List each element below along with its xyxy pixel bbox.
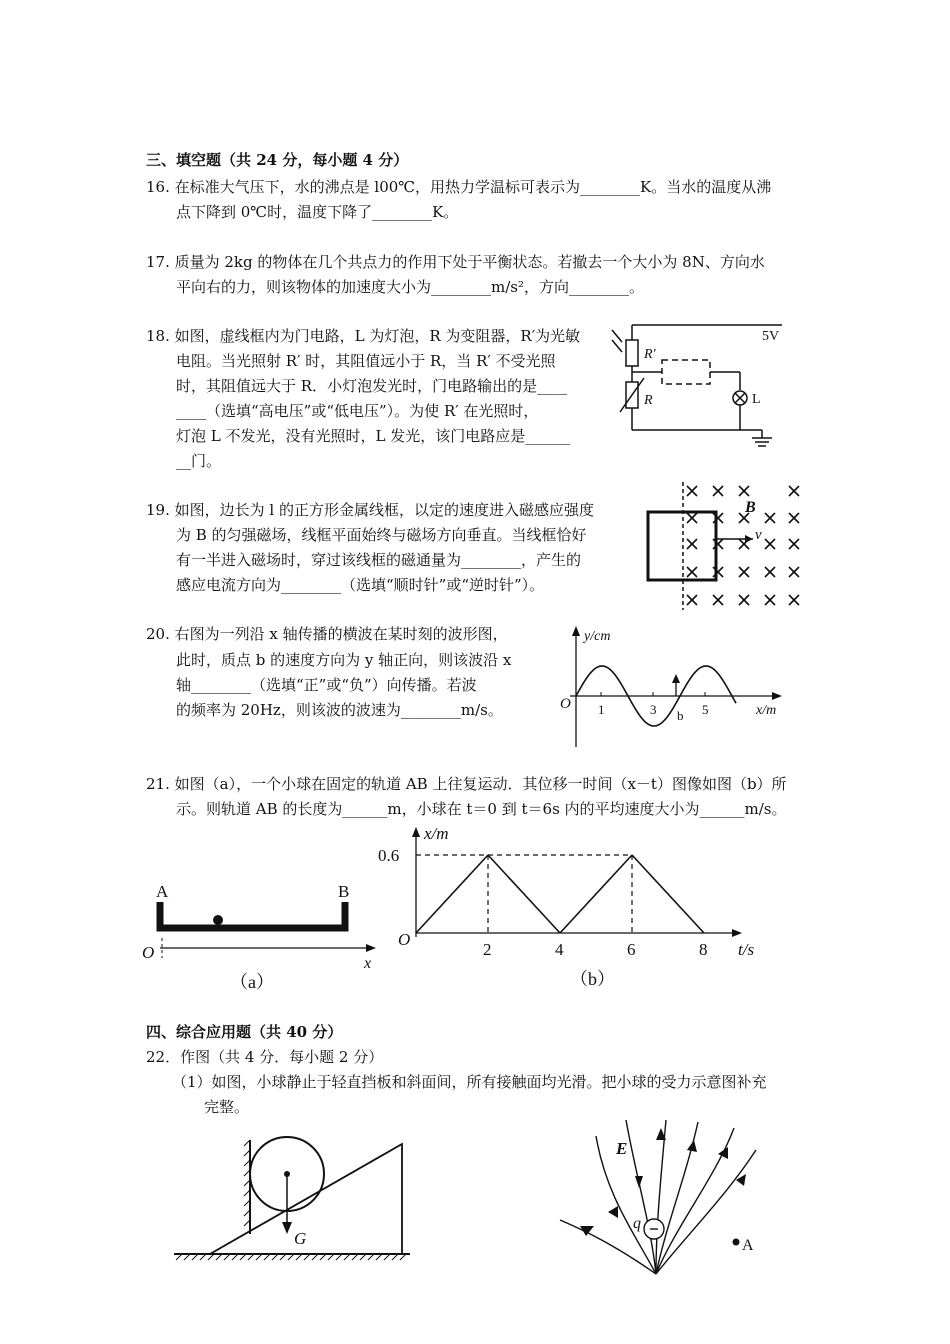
field-cross (789, 486, 799, 496)
fig20-wave-graph (556, 622, 796, 752)
fig19-b-label: B (745, 499, 756, 516)
q18-line5: 灯泡 L 不发光，没有光照时，L 发光，该门电路应是______ (176, 427, 571, 445)
field-cross (789, 567, 799, 577)
fig18-5v-label: 5V (762, 329, 780, 344)
field-cross (713, 595, 723, 605)
q19-line4: 感应电流方向为________（选填“顺时针”或“逆时针”）。 (176, 576, 545, 594)
fig21b-xt-graph (378, 825, 758, 995)
field-cross (765, 513, 775, 523)
fig18-lamp-label: L (752, 392, 761, 407)
q18-line4: ____（选填“高电压”或“低电压”）。为使 R′ 在光照时， (176, 402, 539, 420)
fig21b-xlabel: t/s (738, 940, 755, 959)
fig21b-tick-label: 6 (627, 940, 636, 959)
q21-line2: 示。则轨道 AB 的长度为______m，小球在 t＝0 到 t＝6s 内的平均速度大小为______m/s。 (176, 800, 787, 818)
fig21b-tick-label: 8 (699, 940, 708, 959)
fig21a-caption: （a） (230, 972, 274, 992)
q16-line2: 点下降到 0℃时，温度下降了________K。 (176, 203, 459, 221)
q21-line1: 21. 如图（a），一个小球在固定的轨道 AB 上往复运动．其位移一时间（x－t）图像如图（b）所 (146, 775, 787, 793)
q19-line1: 19. 如图，边长为 l 的正方形金属线框，以定的速度进入磁感应强度 (146, 501, 594, 519)
fig20-ylabel: y/cm (584, 629, 611, 644)
q18-line6: __门。 (176, 452, 222, 470)
fig18-rprime-label: R′ (644, 347, 656, 362)
xt-segment (632, 855, 704, 933)
fig20-tick-3: 3 (650, 702, 657, 717)
fig22a-g-label: G (294, 1229, 307, 1248)
fig22a-ball-incline (170, 1130, 430, 1270)
field-cross (789, 539, 799, 549)
fig18-circuit (612, 320, 802, 450)
q18-line1: 18. 如图，虚线框内为门电路，L 为灯泡，R 为变阻器，R′为光敏 (146, 327, 581, 345)
xt-segment (416, 855, 488, 933)
fig19-magnetic-field (645, 482, 805, 612)
fig22b-a-label: A (742, 1237, 754, 1254)
fig19-v-label: v (755, 527, 762, 543)
field-cross (789, 513, 799, 523)
field-cross (739, 595, 749, 605)
field-cross (687, 595, 697, 605)
fig21b-ymax: 0.6 (378, 846, 400, 865)
q16-line1: 16. 在标准大气压下，水的沸点是 l00℃，用热力学温标可表示为________K。当水的温度从沸 (146, 178, 772, 196)
fig20-origin: O (560, 696, 571, 712)
fig21b-ylabel: x/m (424, 824, 449, 843)
fig21a-x-label: x (364, 955, 372, 972)
field-cross (789, 595, 799, 605)
field-cross (687, 539, 697, 549)
q22-1-line1: （1）如图，小球静止于轻直挡板和斜面间，所有接触面均光滑。把小球的受力示意图补充 (172, 1073, 767, 1091)
fig22b-e-label: E (616, 1139, 628, 1158)
field-cross (765, 567, 775, 577)
section3-title: 三、填空题（共 24 分，每小题 4 分） (146, 151, 409, 169)
fig21b-tick-label: 2 (483, 940, 492, 959)
q20-line3: 轴________（选填“正”或“负”）向传播。若波 (176, 676, 477, 694)
fig20-xlabel: x/m (756, 703, 777, 718)
q20-line4: 的频率为 20Hz，则该波的波速为________m/s。 (176, 701, 503, 719)
fig21a-label-b: B (338, 882, 350, 901)
field-cross (687, 513, 697, 523)
fig21b-tick-label: 4 (555, 940, 564, 959)
field-cross (765, 539, 775, 549)
field-cross (687, 486, 697, 496)
fig18-r-label: R (644, 393, 653, 408)
fig22b-field-lines (556, 1116, 806, 1286)
fig21b-caption: （b） (570, 969, 615, 989)
q18-line3: 时，其阻值远大于 R．小灯泡发光时，门电路输出的是____ (176, 377, 568, 395)
xt-segment (560, 855, 632, 933)
field-cross (739, 486, 749, 496)
q19-line3: 有一半进入磁场时，穿过该线框的磁通量为________，产生的 (176, 551, 582, 569)
q19-line2: 为 B 的匀强磁场，线框平面始终与磁场方向垂直。当线框恰好 (176, 526, 587, 544)
q17-line1: 17. 质量为 2kg 的物体在几个共点力的作用下处于平衡状态。若撤去一个大小为 8N、方向水 (146, 253, 765, 271)
fig21b-origin: O (398, 930, 411, 949)
fig20-tick-5: 5 (702, 702, 709, 717)
section4-title: 四、综合应用题（共 40 分） (146, 1023, 343, 1041)
xt-segment (488, 855, 560, 933)
fig21a-origin: O (142, 943, 155, 962)
field-cross (713, 486, 723, 496)
fig21a-label-a: A (156, 882, 169, 901)
q20-line1: 20. 右图为一列沿 x 轴传播的横波在某时刻的波形图， (146, 625, 508, 643)
q22-1-line2: 完整。 (204, 1098, 250, 1116)
fig21a-track (140, 880, 390, 1000)
fig20-point-b: b (677, 708, 684, 723)
field-cross (687, 567, 697, 577)
q17-line2: 平向右的力，则该物体的加速度大小为________m/s²，方向________。 (176, 278, 644, 296)
q20-line2: 此时，质点 b 的速度方向为 y 轴正向，则该波沿 x (176, 651, 512, 669)
q22-title: 22．作图（共 4 分．每小题 2 分） (146, 1048, 384, 1066)
fig22b-q-label: q (633, 1215, 641, 1232)
field-cross (765, 595, 775, 605)
fig20-tick-1: 1 (598, 702, 605, 717)
field-cross (739, 567, 749, 577)
q18-line2: 电阻。当光照射 R′ 时，其阻值远小于 R，当 R′ 不受光照 (176, 352, 556, 370)
